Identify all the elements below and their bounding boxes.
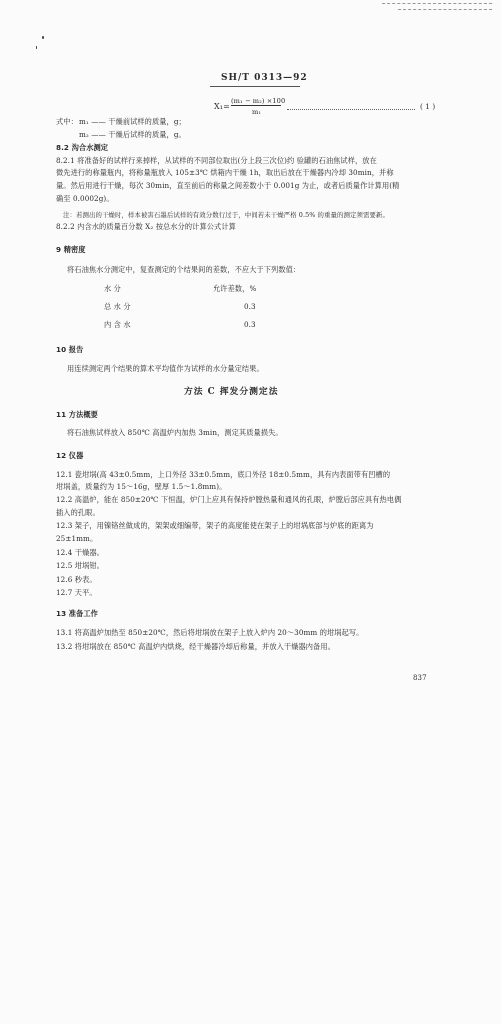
section-10-text: 用连续测定两个结果的算术平均值作为试样的水分量定结果。 <box>67 364 264 373</box>
para-12-1-line1: 12.1 瓷坩埚(高 43±0.5mm，上口外径 33±0.5mm，底口外径 18±0.5mm，具有内表面带有凹槽的 <box>56 470 391 479</box>
para-12-1-line2: 坩埚盖，质量约为 15～16g，壁厚 1.5～1.8mm)。 <box>56 482 227 491</box>
precision-row-label: 内 含 水 <box>104 320 131 329</box>
leader-dots <box>287 109 415 110</box>
formula-numerator: (m₁ − m₂) ×100 <box>231 97 286 105</box>
list-item-12-6: 12.6 秒表。 <box>56 575 97 584</box>
para-12-2-line1: 12.2 高温炉，能在 850±20℃ 下恒温，炉门上应具有保持炉膛热量和通风的孔眼，炉膛后部应具有热电偶 <box>56 495 402 504</box>
scan-artifact-line <box>382 3 492 4</box>
section-10-heading: 10 报告 <box>56 345 84 354</box>
precision-row-value: 0.3 <box>244 302 256 311</box>
where-m1: m₁ —— 干燥前试样的质量，g； <box>79 117 186 126</box>
page-number: 837 <box>413 674 427 682</box>
precision-col-left: 水 分 <box>104 284 121 293</box>
precision-row-label: 总 水 分 <box>104 302 131 311</box>
para-13-2: 13.2 将坩埚放在 850℃ 高温炉内烘烧，经干燥器冷却后称量，并放入干燥器内备用。 <box>56 642 335 651</box>
list-item-12-4: 12.4 干燥器。 <box>56 548 104 557</box>
header-rule <box>210 86 300 87</box>
para-8-2-1-line1: 8.2.1 将准备好的试样行来掉样，从试样的不同部位取出(分上段三次位)约 验罐的石油焦试样，放在 <box>56 156 377 165</box>
para-8-2-1-line4: 确至 0.0002g)。 <box>56 194 114 203</box>
section-13-heading: 13 准备工作 <box>56 609 98 618</box>
section-12-heading: 12 仪器 <box>56 451 84 460</box>
standard-code-header: SH/T 0313—92 <box>221 73 308 83</box>
where-intro: 式中： <box>56 117 78 126</box>
section-8-2-heading: 8.2 沟合水测定 <box>56 143 109 152</box>
para-8-2-1-line3: 量。然后用进行干燥，每次 30min，直至前后的称量之间差数小于 0.001g 为止，或者后质量作计算用(精 <box>56 181 400 190</box>
para-12-3-line1: 12.3 架子，用镍铬丝做成的，架架或细编带，架子的高度能使在架子上的坩埚底部与炉底的距离为 <box>56 521 374 530</box>
formula-denominator: m₁ <box>252 108 262 116</box>
scan-speck <box>36 46 37 49</box>
precision-col-right: 允许差数，% <box>213 284 257 293</box>
section-9-intro: 将石油焦水分测定中，复查测定的个结果间的差数，不应大于下列数值： <box>67 265 301 274</box>
list-item-12-5: 12.5 坩埚钳。 <box>56 561 104 570</box>
scan-artifact-line <box>398 9 492 10</box>
para-13-1: 13.1 将高温炉加热至 850±20℃，然后将坩埚放在架子上放入炉内 20～30mm 的坩埚起写。 <box>56 628 364 637</box>
fraction-bar <box>231 105 281 106</box>
precision-row-value: 0.3 <box>244 320 256 329</box>
para-8-2-1-line2: 微先进行的称量瓶内，将称量瓶放入 105±3℃ 烘箱内干燥 1h，取出后放在干燥器内冷却 30min，并称 <box>56 168 394 177</box>
para-12-2-line2: 插入的孔眼。 <box>56 508 100 517</box>
para-8-2-2: 8.2.2 内含水的质量百分数 X₂ 按总水分的计算公式计算 <box>56 222 236 231</box>
formula-number: ( 1 ) <box>420 102 436 111</box>
scan-speck <box>42 36 44 39</box>
para-12-3-line2: 25±1mm。 <box>56 534 98 543</box>
note-8-2: 注：若测出的干燥时，样本被害石墨后试样的有效分数行过于，中间若未干燥严格 0.5% 的重量的测定须需要新。 <box>63 211 389 219</box>
section-11-heading: 11 方法概要 <box>56 410 98 419</box>
where-m2: m₂ —— 干燥后试样的质量，g。 <box>79 130 186 139</box>
section-9-heading: 9 精密度 <box>56 245 86 254</box>
formula-lhs: X₁= <box>214 102 230 111</box>
section-11-text: 将石油焦试样放入 850℃ 高温炉内加热 3min，测定其质量损失。 <box>67 428 283 437</box>
method-c-title: 方法 C 挥发分测定法 <box>184 387 279 397</box>
list-item-12-7: 12.7 天平。 <box>56 588 97 597</box>
